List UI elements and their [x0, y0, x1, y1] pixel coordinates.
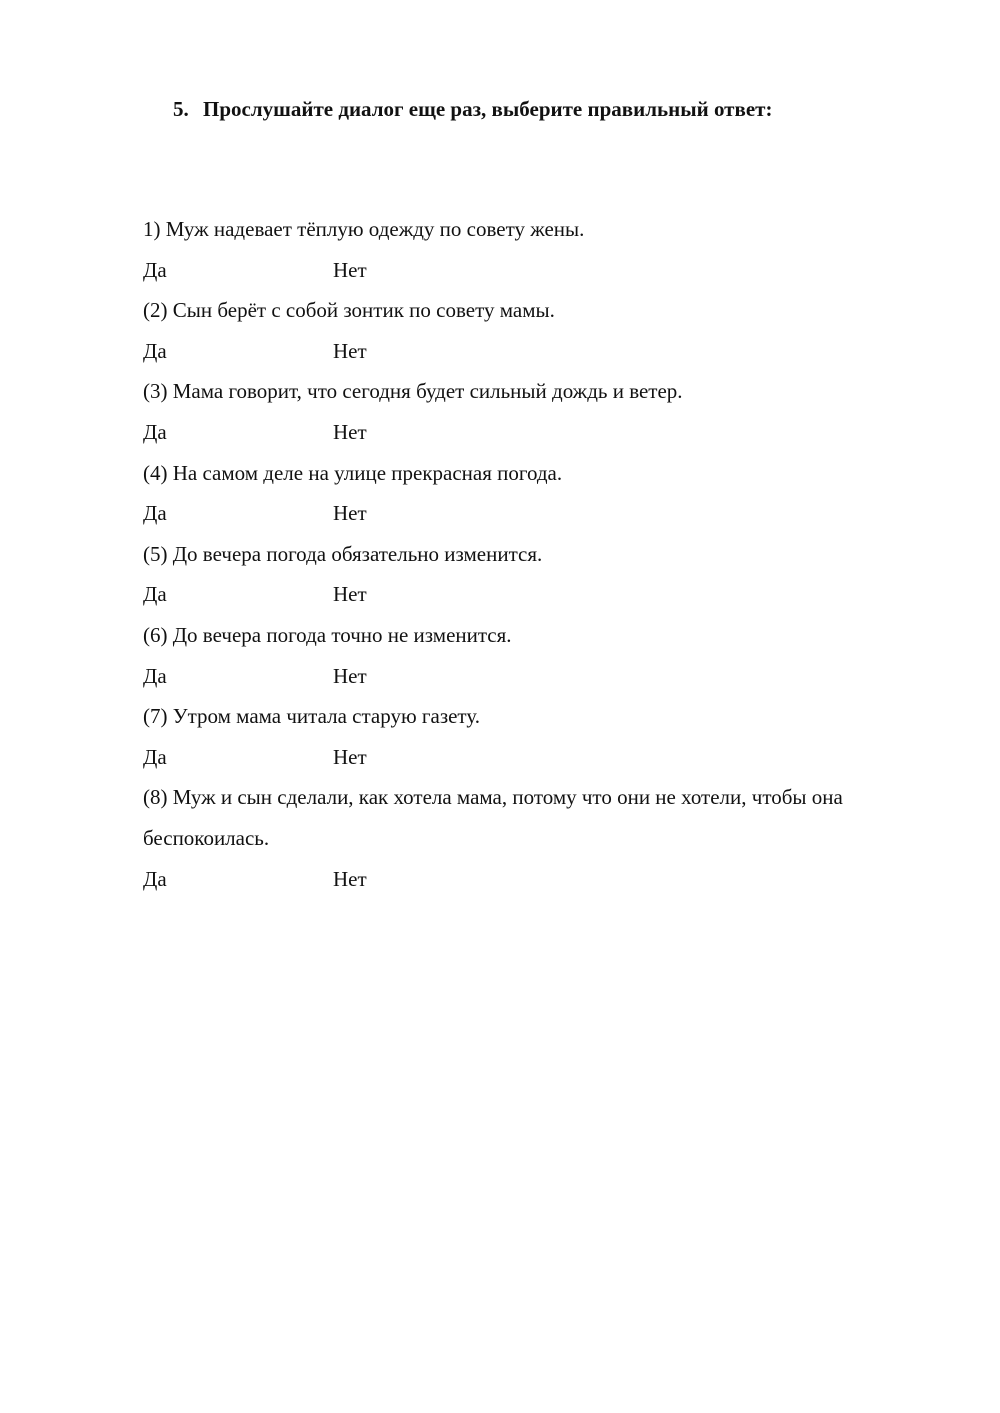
- answer-options: [143, 331, 903, 372]
- question-text: (8) Муж и сын сделали, как хотела мама, потому что они не хотели, чтобы она беспокоилась.: [143, 785, 843, 850]
- answer-yes[interactable]: Да: [143, 419, 167, 444]
- answer-yes[interactable]: Да: [143, 257, 167, 282]
- question-item-2: [143, 290, 903, 371]
- question-item-4: [143, 453, 903, 534]
- question-text: (5) До вечера погода обязательно изменится.: [143, 541, 543, 566]
- task-heading: [173, 94, 772, 124]
- answer-options: [143, 574, 903, 615]
- question-text: 1) Муж надевает тёплую одежду по совету жены.: [143, 217, 585, 241]
- answer-no[interactable]: Нет: [333, 663, 367, 688]
- question-item-1: [143, 209, 903, 290]
- answer-no[interactable]: Нет: [333, 582, 367, 607]
- question-text: (6) До вечера погода точно не изменится.: [143, 622, 512, 647]
- answer-no[interactable]: Нет: [333, 419, 367, 444]
- answer-yes[interactable]: Да: [143, 663, 167, 688]
- answer-options: [143, 250, 903, 291]
- question-text: (4) На самом деле на улице прекрасная погода.: [143, 460, 563, 485]
- answer-yes[interactable]: Да: [143, 338, 167, 363]
- answer-no[interactable]: Нет: [333, 744, 367, 769]
- answer-yes[interactable]: Да: [143, 744, 167, 769]
- answer-no[interactable]: Нет: [333, 257, 367, 282]
- answer-yes[interactable]: Да: [143, 582, 167, 607]
- answer-no[interactable]: Нет: [333, 501, 367, 526]
- answer-options: [143, 412, 903, 453]
- question-text: (2) Сын берёт с собой зонтик по совету мамы.: [143, 298, 555, 323]
- answer-yes[interactable]: Да: [143, 866, 167, 891]
- question-item-6: [143, 615, 903, 696]
- answer-yes[interactable]: Да: [143, 501, 167, 526]
- answer-options: [143, 737, 903, 778]
- task-instruction: Прослушайте диалог еще раз, выберите правильный ответ:: [203, 97, 773, 121]
- answer-no[interactable]: Нет: [333, 338, 367, 363]
- answer-options: [143, 493, 903, 534]
- question-item-7: [143, 696, 903, 777]
- question-list: [143, 209, 903, 899]
- question-item-3: [143, 371, 903, 452]
- task-number: 5.: [173, 97, 189, 121]
- question-item-5: [143, 534, 903, 615]
- question-text: (3) Мама говорит, что сегодня будет сильный дождь и ветер.: [143, 379, 683, 404]
- answer-no[interactable]: Нет: [333, 866, 367, 891]
- answer-options: [143, 859, 903, 900]
- question-item-8: [143, 777, 903, 899]
- question-text: (7) Утром мама читала старую газету.: [143, 704, 480, 729]
- answer-options: [143, 656, 903, 697]
